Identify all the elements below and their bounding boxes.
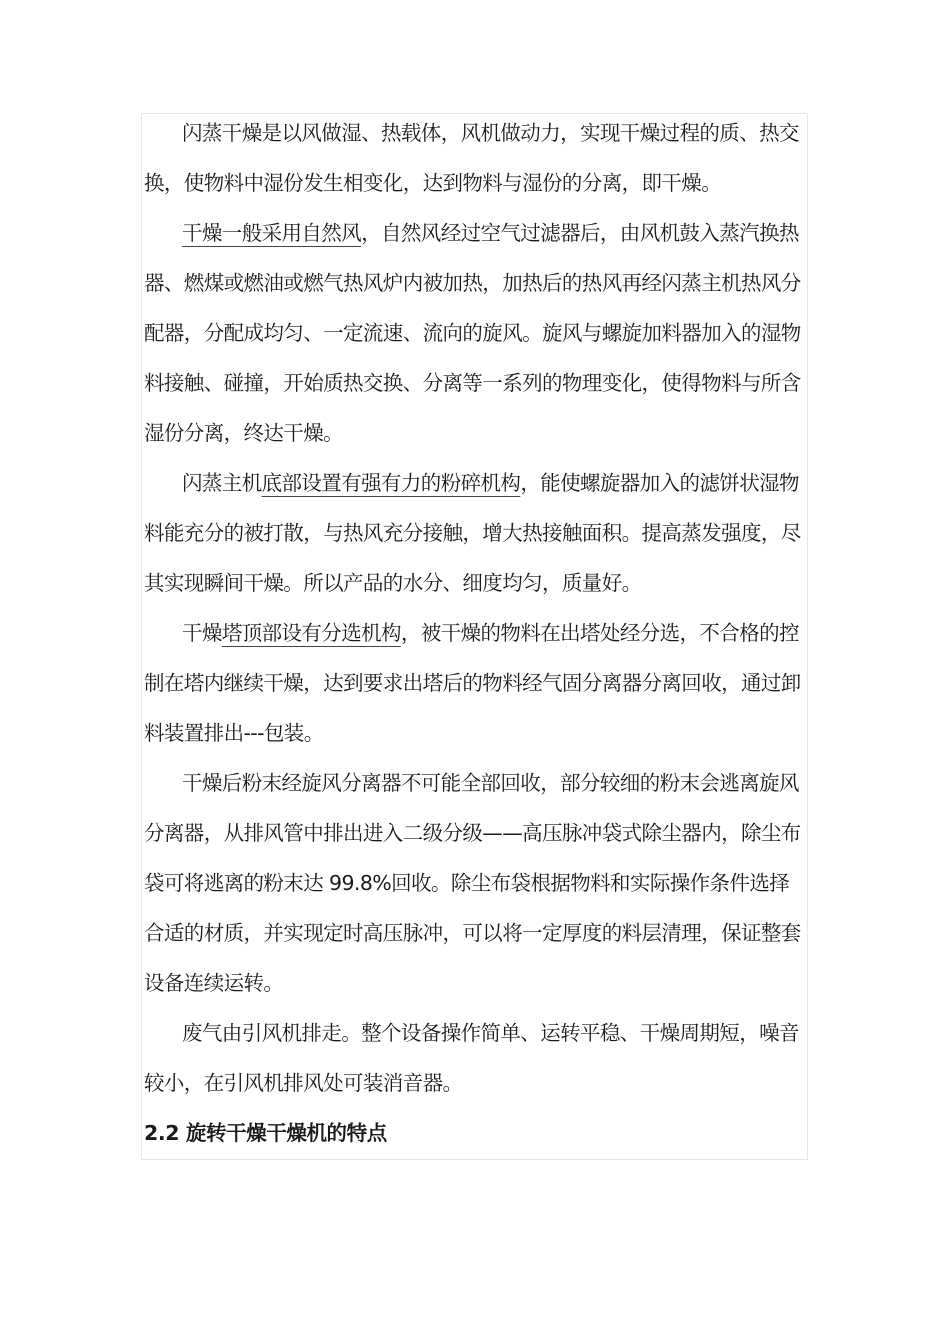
text-segment: ，自然风经过空气过滤器后，由风机鼓入蒸汽换热器、燃煤或燃油或燃气热风炉内被加热，加热后的热风再经闪蒸主机热风分配器，分配成均匀、一定流速、流向的旋风。旋风与螺旋加料器加入的湿物料接触、碰撞，开始质热交换、分离等一系列的物理变化，使得物料与所含湿份分离，终达干燥。 bbox=[144, 221, 801, 445]
underlined-text: 塔顶部设有分选机构 bbox=[221, 621, 401, 645]
underlined-text: 底部设置有强有力的粉碎机构 bbox=[261, 471, 521, 495]
paragraph-dust-collection bbox=[144, 758, 808, 1008]
paragraph-flash-drying-principle bbox=[144, 108, 808, 208]
text-segment: ，被干燥的物料在出塔处经分选，不合格的控制在塔内继续干燥，达到要求出塔后的物料经气固分离器分离回收，通过卸料装置排出---包装。 bbox=[144, 621, 801, 745]
text-segment: 干燥 bbox=[182, 621, 222, 645]
text-segment: 废气由引风机排走。整个设备操作简单、运转平稳、干燥周期短，噪音较小，在引风机排风处可装消音器。 bbox=[144, 1021, 799, 1095]
paragraph-hot-air-process bbox=[144, 208, 808, 458]
paragraph-classifier bbox=[144, 608, 808, 758]
text-segment: 闪蒸干燥是以风做湿、热载体，风机做动力，实现干燥过程的质、热交换，使物料中湿份发生相变化，达到物料与湿份的分离，即干燥。 bbox=[144, 121, 799, 195]
paragraph-crushing-mechanism bbox=[144, 458, 808, 608]
document-body bbox=[144, 108, 808, 1158]
text-segment: 干燥后粉末经旋风分离器不可能全部回收，部分较细的粉末会逃离旋风分离器，从排风管中排出进入二级分级——高压脉冲袋式除尘器内，除尘布袋可将逃离的粉末达 99.8%回收。除尘布袋根据物料和实际操作条件选择合适的材质，并实现定时高压脉冲，可以将一定厚度的料层清理，保证整套设备连续运转。 bbox=[144, 771, 801, 995]
text-segment: ，能使螺旋器加入的滤饼状湿物料能充分的被打散，与热风充分接触，增大热接触面积。提高蒸发强度，尽其实现瞬间干燥。所以产品的水分、细度均匀，质量好。 bbox=[144, 471, 801, 595]
paragraph-exhaust bbox=[144, 1008, 808, 1108]
text-segment: 闪蒸主机 bbox=[182, 471, 262, 495]
section-heading: 2.2 旋转干燥干燥机的特点 bbox=[144, 1121, 387, 1145]
underlined-text: 干燥一般采用自然风 bbox=[182, 221, 362, 245]
